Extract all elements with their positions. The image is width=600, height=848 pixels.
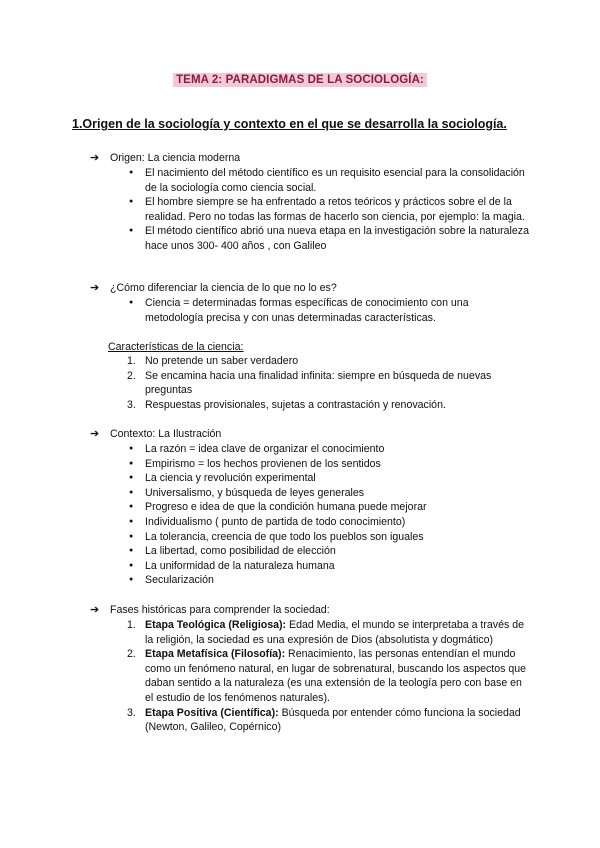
list-item: 1. Etapa Teológica (Religiosa): Edad Media, el mundo se interpretaba a través de la religión, la sociedad es una expresión de Dios (absolutista y dogmático) xyxy=(127,619,524,646)
list-item: ● Empirismo = los hechos provienen de los sentidos xyxy=(129,457,529,472)
diferenciar-list xyxy=(129,296,529,325)
contexto-heading: ➔ Contexto: La Ilustración xyxy=(90,428,222,440)
list-item: 3. Etapa Positiva (Científica): Búsqueda por entender cómo funciona la sociedad (Newton, Galileo, Copérnico) xyxy=(127,706,521,734)
fases-list xyxy=(127,618,531,735)
list-item: 3. Respuestas provisionales, sujetas a contrastación y renovación. xyxy=(127,398,446,411)
section-heading: 1.Origen de la sociología y contexto en el que se desarrolla la sociología. xyxy=(72,117,507,131)
fases-heading: ➔ Fases históricas para comprender la sociedad: xyxy=(90,604,330,616)
list-item: ● Universalismo, y búsqueda de leyes generales xyxy=(129,486,529,501)
list-item: 1. No pretende un saber verdadero xyxy=(127,355,299,367)
list-item: ● La libertad, como posibilidad de elección xyxy=(129,544,529,559)
list-item: ● Individualismo ( punto de partida de todo conocimiento) xyxy=(129,515,529,530)
list-item: 2. Se encamina hacia una finalidad infinita: siempre en búsqueda de nuevas preguntas xyxy=(127,369,492,397)
list-item: ● La tolerancia, creencia de que todo los pueblos son iguales xyxy=(129,530,529,545)
list-item: ● La razón = idea clave de organizar el conocimiento xyxy=(129,442,529,457)
list-item: ● La uniformidad de la naturaleza humana xyxy=(129,559,529,574)
caracteristicas-heading: Características de la ciencia: xyxy=(108,341,244,353)
list-item: ● Progreso e idea de que la condición humana puede mejorar xyxy=(129,500,529,515)
list-item: ● La ciencia y revolución experimental xyxy=(129,471,529,486)
arrow-right-icon: ➔ xyxy=(90,152,100,164)
arrow-right-icon: ➔ xyxy=(90,604,100,616)
list-item: ● Secularización xyxy=(129,573,529,588)
list-item: 2. Etapa Metafísica (Filosofía): Renacimiento, las personas entendían el mundo como un fenómeno natural, en lugar de sobrenatural, buscando los aspectos que daban sentido a la naturaleza (es una extensión de la teología pero con base en el estudio de los fenómenos naturales). xyxy=(127,648,527,704)
arrow-right-icon: ➔ xyxy=(90,428,100,440)
list-item: ● El método científico abrió una nueva etapa en la investigación sobre la naturaleza hace unos 300- 400 años , con Galileo xyxy=(129,224,529,253)
list-item: ● Ciencia = determinadas formas específicas de conocimiento con una metodología precisa y con unas determinadas características. xyxy=(129,296,529,325)
contexto-list xyxy=(129,442,529,588)
origen-list xyxy=(129,166,529,254)
page-title: TEMA 2: PARADIGMAS DE LA SOCIOLOGÍA: xyxy=(173,73,427,87)
list-item: ● El hombre siempre se ha enfrentado a retos teóricos y prácticos sobre el de la realidad. Pero no todas las formas de hacerlo son ciencia, por ejemplo: la magia. xyxy=(129,195,529,224)
arrow-right-icon: ➔ xyxy=(90,282,100,294)
caracteristicas-list xyxy=(127,354,531,412)
origen-heading: ➔ Origen: La ciencia moderna xyxy=(90,152,241,164)
list-item: ● El nacimiento del método científico es un requisito esencial para la consolidación de la sociología como ciencia social. xyxy=(129,166,529,195)
diferenciar-heading: ➔ ¿Cómo diferenciar la ciencia de lo que no lo es? xyxy=(90,282,337,294)
